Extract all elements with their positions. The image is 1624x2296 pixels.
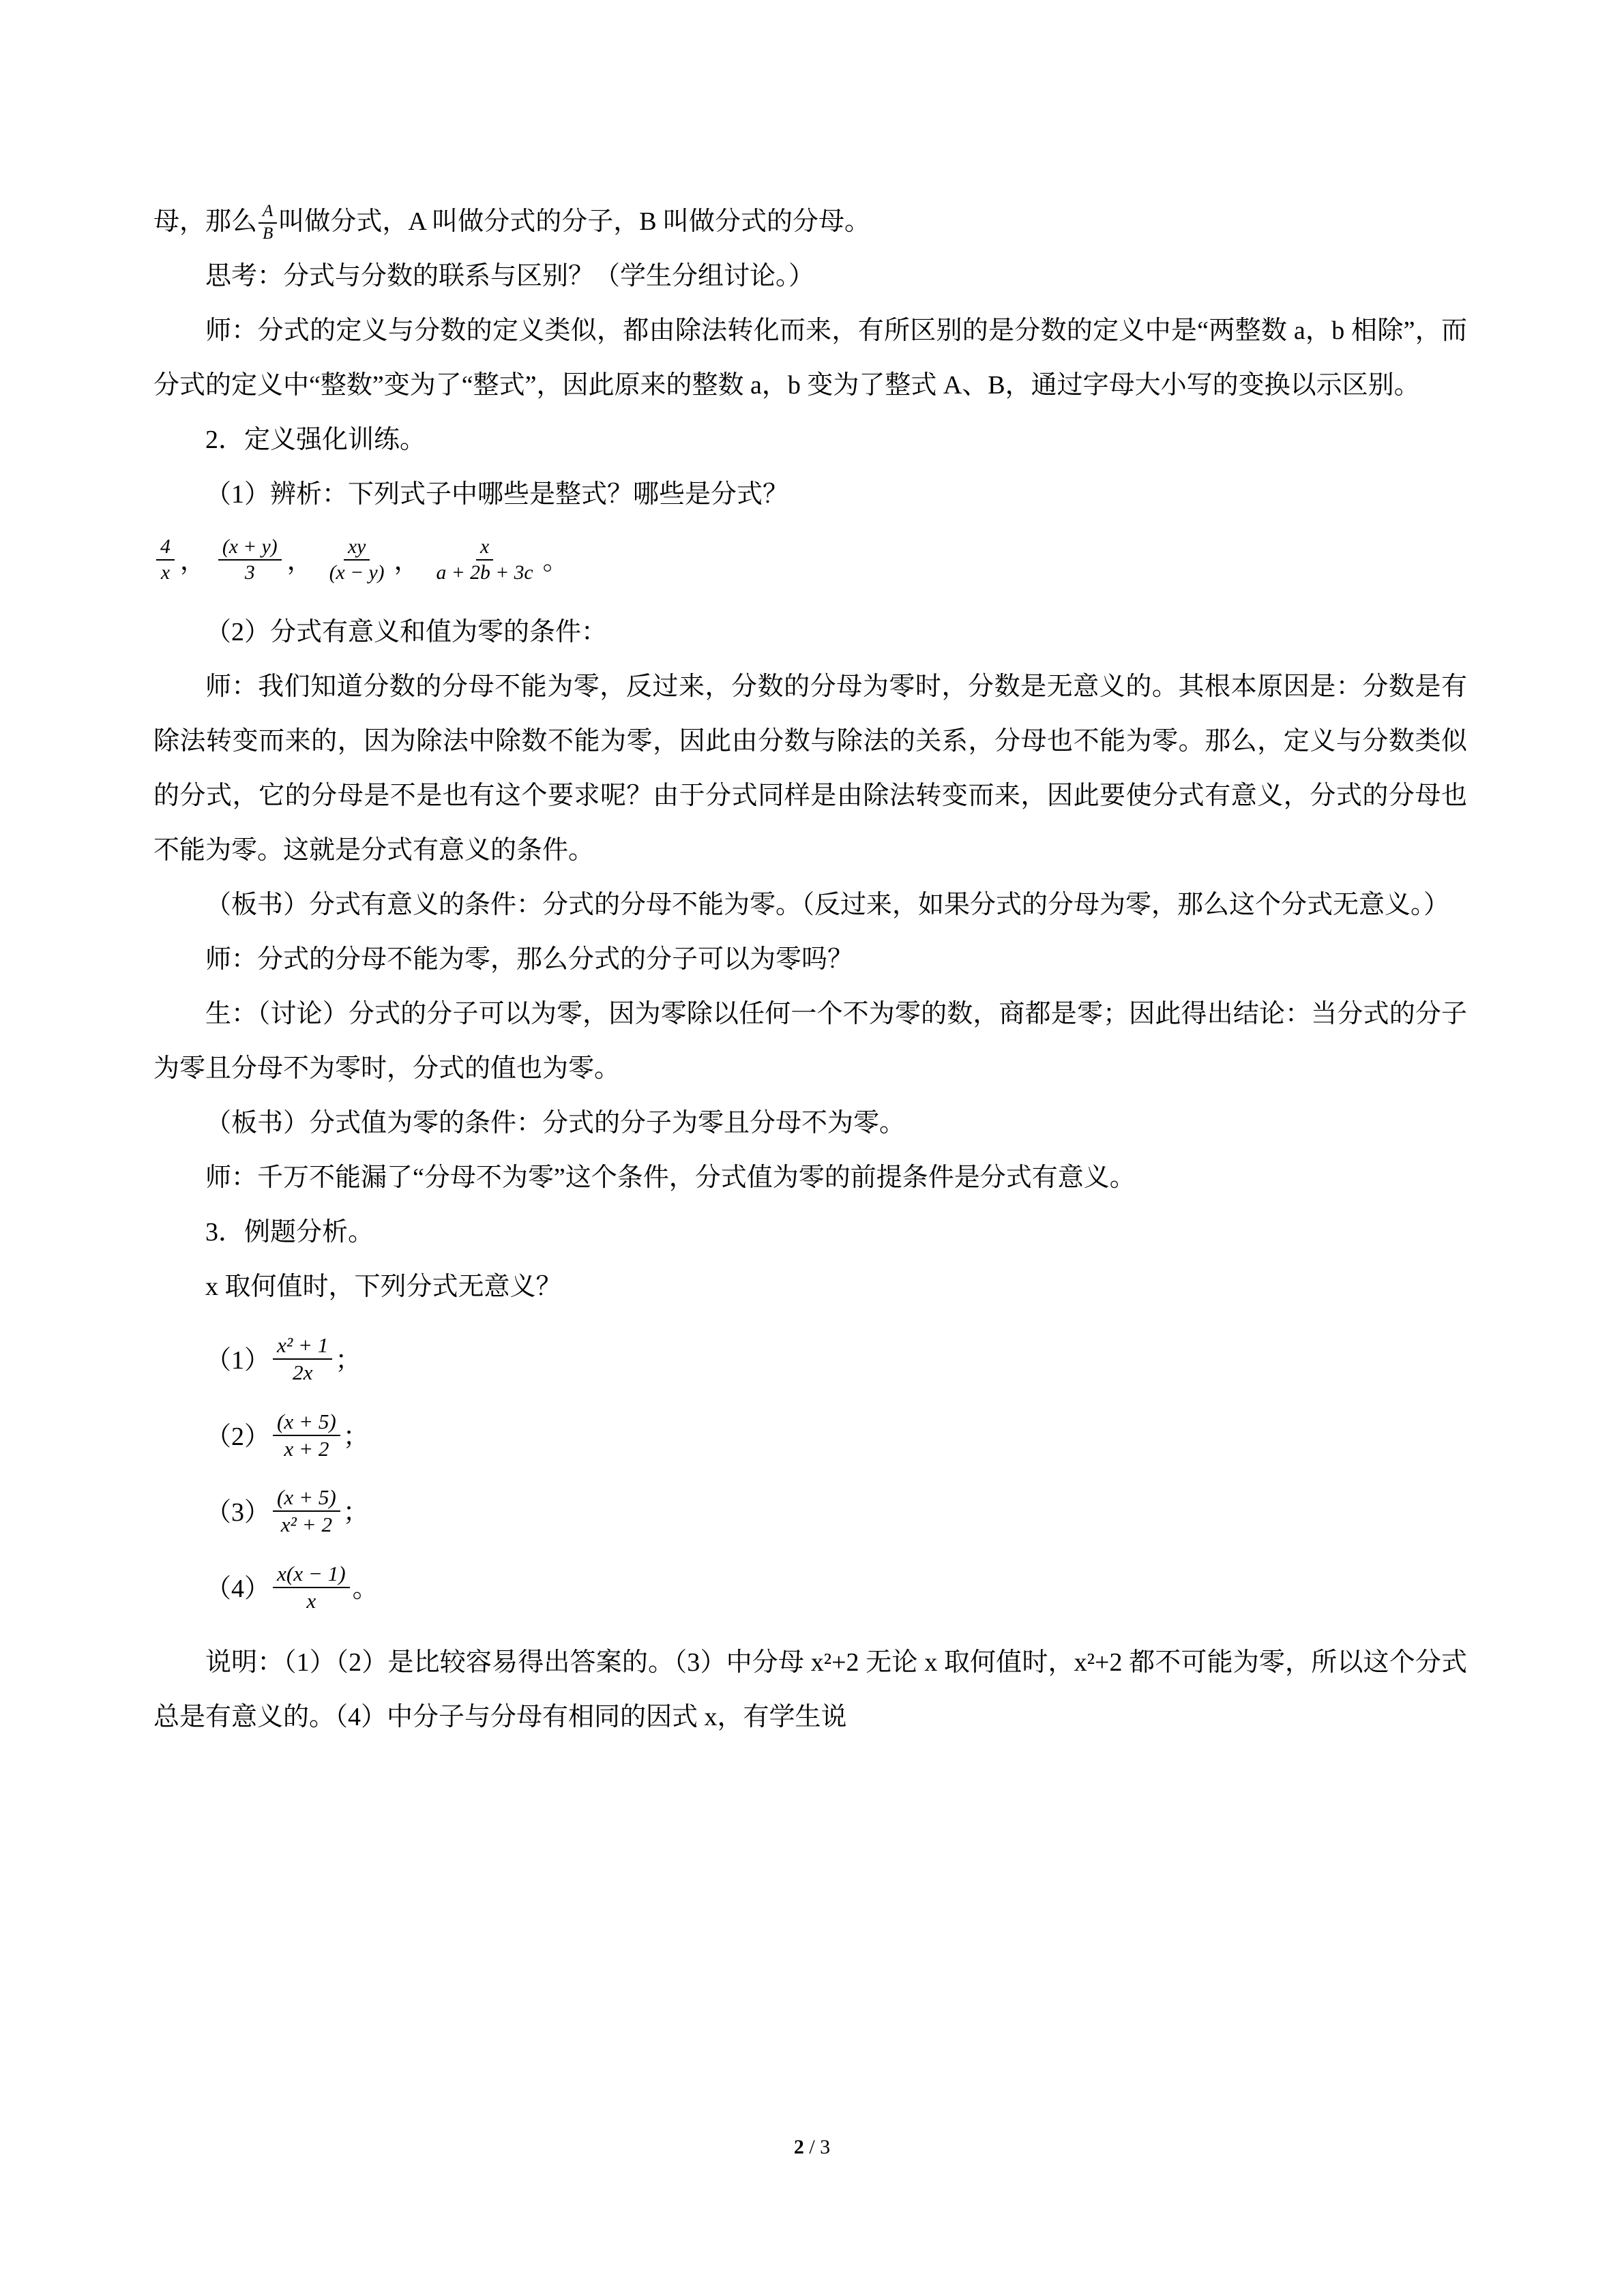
fraction-x2plus1-over-2x [273, 1333, 332, 1385]
expression-separator: ， [394, 547, 420, 576]
example-item-2 [153, 1407, 1467, 1467]
fraction-denominator: x + 2 [284, 1436, 329, 1461]
example-label: （4） [205, 1574, 271, 1603]
fraction-numerator: A [259, 202, 277, 224]
paragraph-teacher-meaning: 师：我们知道分数的分母不能为零，反过来，分数的分母为零时，分数是无意义的。其根本原因是：分数是有除法转变而来的，因为除法中除数不能为零，因此由分数与除法的关系，分母也不能为零。那么，定义与分数类似的分式，它的分母是不是也有这个要求呢？由于分式同样是由除法转变而来，因此要使分式有意义，分式的分母也不能为零。这就是分式有意义的条件。 [153, 672, 1467, 865]
page-footer [0, 2135, 1624, 2160]
paragraph-teacher-reminder: 师：千万不能漏了“分母不为零”这个条件，分式值为零的前提条件是分式有意义。 [205, 1163, 1136, 1193]
fraction-numerator: xy [344, 535, 370, 561]
fraction-denominator: x² + 2 [280, 1512, 333, 1537]
fraction-denominator: a + 2b + 3c [436, 562, 533, 584]
fraction-numerator: (x + 5) [273, 1410, 340, 1436]
paragraph-think-prompt: 思考：分式与分数的联系与区别？（学生分组讨论。） [205, 262, 815, 290]
paragraph-intro [153, 194, 1467, 249]
expression-end-mark: 。 [542, 547, 569, 576]
fraction-xxminus1-over-x [273, 1562, 350, 1613]
fraction-denominator: x [306, 1588, 316, 1613]
page-number-total: 3 [820, 2136, 831, 2158]
intro-text-pre: 母，那么 [153, 207, 258, 236]
fraction-denominator: (x − y) [329, 562, 385, 584]
fraction-denominator: 2x [292, 1360, 313, 1384]
fraction-a-over-b [259, 202, 277, 244]
example-tail: ； [342, 1498, 369, 1527]
fraction-numerator: x [476, 535, 493, 561]
fraction-x-over-a2b3c [432, 535, 537, 584]
fraction-numerator: 4 [156, 535, 175, 561]
example-label: （2） [205, 1422, 271, 1451]
paragraph-item-1: （1）辨析：下列式子中哪些是整式？哪些是分式？ [205, 480, 789, 509]
fraction-xplus5-over-xplus2 [273, 1410, 340, 1461]
page-number-separator: / [803, 2136, 821, 2158]
example-item-3 [153, 1482, 1467, 1542]
paragraph-example-question: x 取何值时，下列分式无意义？ [205, 1272, 562, 1302]
section-heading-3: 3．例题分析。 [205, 1218, 374, 1247]
paragraph-board-note-1: （板书）分式有意义的条件：分式的分母不能为零。（反过来，如果分式的分母为零，那么这个分式无意义。） [205, 891, 1450, 920]
paragraph-student-answer: 生：（讨论）分式的分子可以为零，因为零除以任何一个不为零的数，商都是零；因此得出结论：当分式的分子为零且分母不为零时，分式的值也为零。 [153, 1000, 1467, 1084]
section-heading-2: 2．定义强化训练。 [205, 426, 426, 454]
fraction-numerator: x² + 1 [273, 1333, 332, 1360]
fraction-denominator: x [160, 562, 170, 584]
paragraph-board-note-2: （板书）分式值为零的条件：分式的分子为零且分母不为零。 [205, 1109, 906, 1138]
page-number-current: 2 [793, 2136, 804, 2158]
fraction-numerator: (x + 5) [273, 1485, 340, 1512]
intro-text-post: 叫做分式，A 叫做分式的分子，B 叫做分式的分母。 [278, 207, 871, 236]
example-item-1 [153, 1330, 1467, 1390]
paragraph-teacher-definition: 师：分式的定义与分数的定义类似，都由除法转化而来，有所区别的是分数的定义中是“两整数 a，b 相除”，而分式的定义中“整数”变为了“整式”，因此原来的整数 a，b 变为了整式 A、B，通过字母大小写的变换以示区别。 [153, 316, 1467, 400]
example-tail: ； [335, 1345, 361, 1375]
expression-line [153, 528, 1467, 595]
expression-separator: ， [179, 547, 206, 576]
page-content [153, 194, 1467, 1744]
example-tail: 。 [352, 1574, 379, 1603]
paragraph-teacher-question: 师：分式的分母不能为零，那么分式的分子可以为零吗？ [205, 945, 854, 974]
fraction-denominator: 3 [244, 562, 255, 584]
paragraph-item-2: （2）分式有意义和值为零的条件： [205, 618, 608, 647]
expression-separator: ， [286, 547, 313, 576]
example-item-4 [153, 1559, 1467, 1619]
fraction-xplusy-over-3 [218, 535, 282, 584]
fraction-4-over-x [156, 535, 175, 584]
example-label: （1） [205, 1345, 271, 1375]
fraction-numerator: x(x − 1) [273, 1562, 350, 1588]
paragraph-explanation-note: 说明：（1）（2）是比较容易得出答案的。（3）中分母 x²+2 无论 x 取何值时，x²+2 都不可能为零，所以这个分式总是有意义的。（4）中分子与分母有相同的因式 x，有学生说 [153, 1648, 1467, 1731]
example-tail: ； [342, 1422, 369, 1451]
fraction-xplus5-over-x2plus2 [273, 1485, 340, 1537]
fraction-denominator: B [263, 224, 274, 243]
fraction-xy-over-xminusy [325, 535, 389, 584]
example-label: （3） [205, 1498, 271, 1527]
fraction-numerator: (x + y) [218, 535, 282, 561]
